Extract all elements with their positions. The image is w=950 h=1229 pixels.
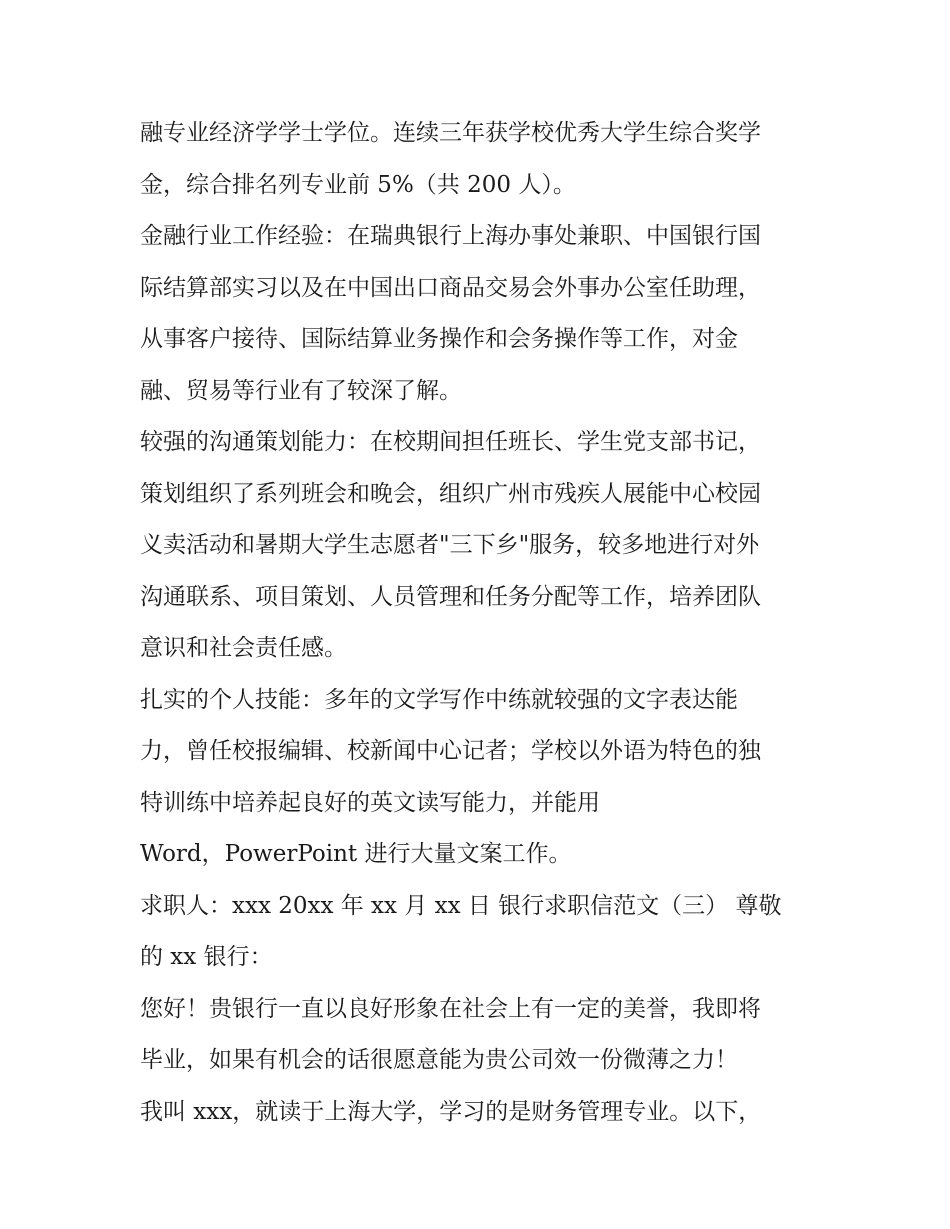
text-line: 金，综合排名列专业前 5%（共 200 人）。 [140, 171, 576, 198]
text-line: 的 xx 银行： [140, 944, 273, 970]
text-line: 特训练中培养起良好的英文读写能力，并能用 [140, 789, 600, 816]
text-line: 融专业经济学学士学位。连续三年获学校优秀大学生综合奖学 [140, 120, 761, 146]
text-line: 融、贸易等行业有了较深了解。 [140, 377, 462, 404]
text-line: 策划组织了系列班会和晚会，组织广州市残疾人展能中心校园 [140, 480, 761, 507]
text-line: 求职人：xxx 20xx 年 xx 月 xx 日 银行求职信范文（三） 尊敬 [140, 892, 782, 919]
text-line: 从事客户接待、国际结算业务操作和会务操作等工作，对金 [140, 326, 738, 352]
text-line: 金融行业工作经验：在瑞典银行上海办事处兼职、中国银行国 [140, 223, 761, 249]
text-line: Word，PowerPoint 进行大量文案工作。 [140, 841, 572, 867]
text-line: 毕业，如果有机会的话很愿意能为贵公司效一份微薄之力！ [140, 1047, 738, 1073]
text-line: 扎实的个人技能：多年的文学写作中练就较强的文字表达能 [140, 686, 738, 713]
text-line: 我叫 xxx，就读于上海大学，学习的是财务管理专业。以下， [140, 1098, 762, 1125]
text-line: 际结算部实习以及在中国出口商品交易会外事办公室任助理， [140, 274, 761, 301]
text-line: 意识和社会责任感。 [140, 635, 347, 661]
text-line: 较强的沟通策划能力：在校期间担任班长、学生党支部书记， [140, 429, 761, 455]
text-line: 义卖活动和暑期大学生志愿者"三下乡"服务，较多地进行对外 [140, 532, 760, 558]
text-line: 您好！贵银行一直以良好形象在社会上有一定的美誉，我即将 [140, 995, 761, 1022]
text-line: 力，曾任校报编辑、校新闻中心记者；学校以外语为特色的独 [140, 738, 761, 764]
body-text [140, 108, 820, 1138]
text-line: 沟通联系、项目策划、人员管理和任务分配等工作，培养团队 [140, 583, 761, 610]
